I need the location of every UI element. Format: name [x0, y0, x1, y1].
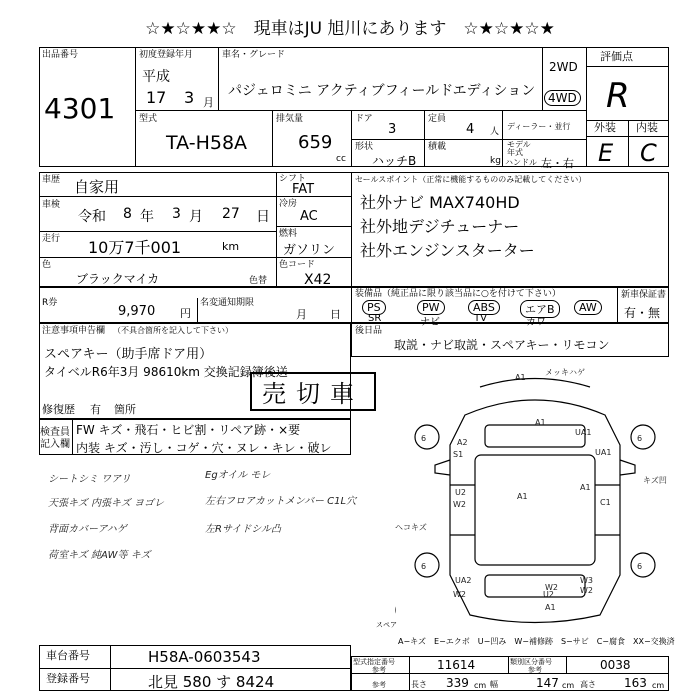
chassis-label: 車台番号 — [46, 649, 90, 662]
repair-value: 有 — [90, 403, 101, 416]
diag-c1: C1 — [600, 498, 611, 507]
displacement-value: 659 — [298, 132, 333, 153]
sold-stamp: 売切車 — [250, 372, 376, 411]
color-code-value: X42 — [304, 272, 332, 288]
inspection-day: 27 — [222, 206, 240, 222]
capacity-label: 定員 — [428, 114, 447, 124]
handle-value: 左・右 — [541, 157, 574, 170]
diag-w2-rr: W2 — [580, 586, 593, 595]
model-code-value: TA-H58A — [166, 132, 248, 154]
class-code-label: 類別区分番号 — [510, 658, 552, 666]
fuel-label: 燃料 — [279, 229, 298, 239]
equipment-airbag: エアB — [520, 300, 560, 318]
notes-line-1: スペアキー（助手席ドア用） — [44, 347, 213, 362]
color-value: ブラックマイカ — [76, 272, 160, 286]
equipment-leather: カワ — [526, 317, 546, 328]
sales-point-label: セールスポイント（正常に機能するもののみ記載してください） — [355, 175, 587, 184]
diag-note-right: キズ凹 — [643, 476, 667, 485]
sales-point-line-2: 社外地デジチューナー — [360, 217, 520, 236]
width-value: 147 — [536, 676, 559, 690]
sales-point-line-3: 社外エンジンスターター — [360, 241, 535, 260]
diag-u2: U2 — [455, 488, 466, 497]
diag-a1-center: A1 — [517, 492, 528, 501]
history-label: 車歴 — [42, 175, 61, 185]
lot-number: 4301 — [44, 92, 116, 125]
load-unit: kg — [490, 156, 501, 166]
registration-month: 3 — [184, 88, 195, 107]
inspector-label-1: 検査員 — [40, 427, 70, 438]
banner: ☆★☆★★☆ 現車はJU 旭川にあります ☆★☆★☆★ — [145, 19, 555, 39]
length-value: 339 — [446, 676, 469, 690]
height-value: 163 — [624, 676, 647, 690]
model-code-label: 型式 — [139, 114, 158, 124]
displacement-unit: cc — [336, 154, 346, 164]
inspector-note-1: シートシミ ワアリ — [48, 474, 131, 485]
class-code-value: 0038 — [600, 658, 631, 672]
inspector-note-3: 背面カバーアハゲ — [48, 524, 127, 535]
inspection-year: 8 — [123, 206, 132, 222]
chassis-value: H58A-0603543 — [148, 648, 261, 666]
interior-value: C — [640, 139, 657, 167]
equipment-navi: ナビ — [420, 317, 440, 328]
height-label: 高さ — [580, 680, 596, 689]
model-year-label1: モデル — [507, 140, 531, 149]
handle-label: ハンドル — [505, 158, 537, 167]
diag-ua1-top: UA1 — [575, 428, 592, 437]
registration-year: 17 — [146, 88, 167, 107]
displacement-label: 排気量 — [276, 114, 304, 124]
spare-label: スペア — [376, 621, 397, 629]
notes-line-2: タイベルR6年3月 98610km 交換記録簿後送 — [44, 365, 288, 379]
plate-label: 登録番号 — [46, 672, 90, 685]
repair-unit: 箇所 — [114, 403, 136, 416]
dealer-label: ディーラー・並行 — [507, 122, 571, 131]
notes-label: 注意事項申告欄 — [42, 326, 106, 336]
name-change-month: 月 — [296, 308, 307, 321]
height-unit: cm — [652, 681, 665, 690]
notes-sublabel: （不具合箇所を記入して下さい） — [113, 326, 233, 335]
diag-a1-bumper: A1 — [545, 603, 556, 612]
aftermarket-value: 取説・ナビ取説・スペアキー・リモコン — [394, 338, 610, 352]
color-label: 色 — [42, 260, 52, 270]
equipment-sr: SR — [368, 313, 382, 324]
exterior-label: 外装 — [594, 121, 616, 134]
diag-w2-rear: W2 — [545, 583, 558, 592]
exterior-value: E — [598, 139, 614, 167]
inspection-month: 3 — [172, 206, 181, 222]
recycle-value: 9,970 — [118, 304, 156, 319]
registration-era: 平成 — [142, 69, 170, 85]
mileage-label: 走行 — [42, 234, 61, 244]
equipment-label: 装備品（純正品に限り該当品に○を付けて下さい） — [355, 289, 561, 299]
type-spec-label: 型式指定番号 — [353, 658, 395, 666]
history-value: 自家用 — [74, 178, 120, 196]
inspector-legend-2: 内装 キズ・汚し・コゲ・穴・ヌレ・キレ・破レ — [76, 441, 332, 455]
diag-a1-right: A1 — [580, 483, 591, 492]
width-unit: cm — [562, 681, 575, 690]
inspector-note-2: 天張キズ 内張キズ ヨゴレ — [48, 498, 164, 509]
fuel-value: ガソリン — [283, 243, 336, 258]
recycle-unit: 円 — [180, 307, 191, 320]
aircon-value: AC — [300, 209, 318, 224]
tire-fl: 6 — [421, 434, 427, 443]
recycle-label: R券 — [42, 298, 58, 308]
tire-fr: 6 — [637, 434, 643, 443]
type-spec-value: 11614 — [437, 658, 476, 672]
diag-u2-rear: U2 — [543, 590, 554, 599]
shift-label: シフト — [279, 174, 307, 184]
inspector-legend-1: FW キズ・飛石・ヒビ割・リペア跡・×要 — [76, 423, 301, 437]
new-car-warranty-label: 新車保証書 — [621, 290, 667, 300]
new-car-warranty-value: 有・無 — [624, 306, 661, 320]
equipment-pw: PW — [417, 300, 445, 315]
equipment-tv: TV — [474, 313, 487, 324]
mileage-unit: km — [222, 240, 240, 253]
inspection-era: 令和 — [78, 209, 106, 225]
diag-ua1-right: UA1 — [595, 448, 612, 457]
interior-label: 内装 — [636, 121, 658, 134]
mileage-value: 10万7千001 — [88, 238, 182, 257]
equipment-aw: AW — [574, 300, 602, 315]
score-value: R — [606, 76, 630, 116]
color-change-label: 色替 — [249, 276, 268, 286]
aftermarket-label: 後日品 — [355, 326, 383, 336]
repair-label: 修復歴 — [42, 403, 75, 416]
capacity-value: 4 — [466, 122, 475, 137]
diag-a1-roof: A1 — [535, 418, 546, 427]
doors-label: ドア — [355, 114, 373, 124]
class-code-sub: 参考 — [528, 666, 542, 674]
plate-value: 北見 580 す 8424 — [148, 673, 275, 691]
diag-note-top: メッキハゲ — [545, 368, 585, 377]
capacity-unit: 人 — [490, 127, 500, 137]
lot-label: 出品番号 — [42, 50, 79, 60]
type-spec-sub: 参考 — [372, 666, 386, 674]
inspector-note-5: Egオイル モレ — [205, 470, 271, 481]
car-damage-diagram — [395, 365, 675, 640]
model-year-label2: 年式 — [507, 148, 523, 157]
name-change-day: 日 — [330, 308, 341, 321]
diag-note-left: ヘコキズ — [395, 523, 427, 532]
length-unit: cm — [474, 681, 487, 690]
diag-s1: S1 — [453, 450, 464, 459]
shape-value: ハッチB — [372, 154, 417, 168]
size-label: 参考 — [372, 681, 386, 689]
sales-point-line-1: 社外ナビ MAX740HD — [360, 193, 520, 212]
score-label: 評価点 — [600, 50, 633, 63]
color-code-label: 色コード — [279, 260, 316, 270]
name-change-label: 名変通知期限 — [200, 298, 255, 308]
model-name-label: 車名・グレード — [222, 50, 286, 60]
model-name-value: パジェロミニ アクティブフィールドエディション — [228, 83, 536, 99]
shift-value: FAT — [292, 182, 315, 197]
registration-month-unit: 月 — [203, 96, 214, 109]
inspection-year-unit: 年 — [140, 209, 154, 225]
drive-2wd: 2WD — [549, 60, 578, 74]
load-label: 積載 — [428, 142, 447, 152]
tire-rr: 6 — [637, 562, 643, 571]
doors-value: 3 — [388, 122, 397, 137]
diag-ua2: UA2 — [455, 576, 472, 585]
inspector-note-7: 左Rサイドシル凸 — [205, 524, 281, 535]
aircon-label: 冷房 — [279, 199, 298, 209]
equipment-abs: ABS — [468, 300, 500, 315]
equipment-ps: PS — [362, 300, 386, 315]
inspection-day-unit: 日 — [256, 209, 270, 225]
diag-a2: A2 — [457, 438, 468, 447]
width-label: 幅 — [490, 680, 498, 689]
inspection-month-unit: 月 — [189, 209, 203, 225]
diag-w2-rl: W2 — [453, 590, 466, 599]
diag-w3: W3 — [580, 576, 593, 585]
damage-legend: A−キズ E−エクボ U−凹み W−補修跡 S−サビ C−腐食 XX−交換済 — [398, 637, 675, 646]
drive-4wd: 4WD — [544, 90, 581, 106]
inspection-label: 車検 — [42, 200, 61, 210]
diag-w2-left: W2 — [453, 500, 466, 509]
shape-label: 形状 — [355, 142, 374, 152]
length-label: 長さ — [411, 680, 427, 689]
inspector-note-4: 荷室キズ 純AW等 キズ — [48, 550, 151, 561]
registration-label: 初度登録年月 — [139, 50, 194, 60]
diag-a1-top: A1 — [515, 373, 526, 382]
inspector-note-6: 左右フロアカットメンバー C1L穴 — [205, 496, 357, 507]
inspector-label-2: 記入欄 — [40, 439, 70, 450]
tire-rl: 6 — [421, 562, 427, 571]
